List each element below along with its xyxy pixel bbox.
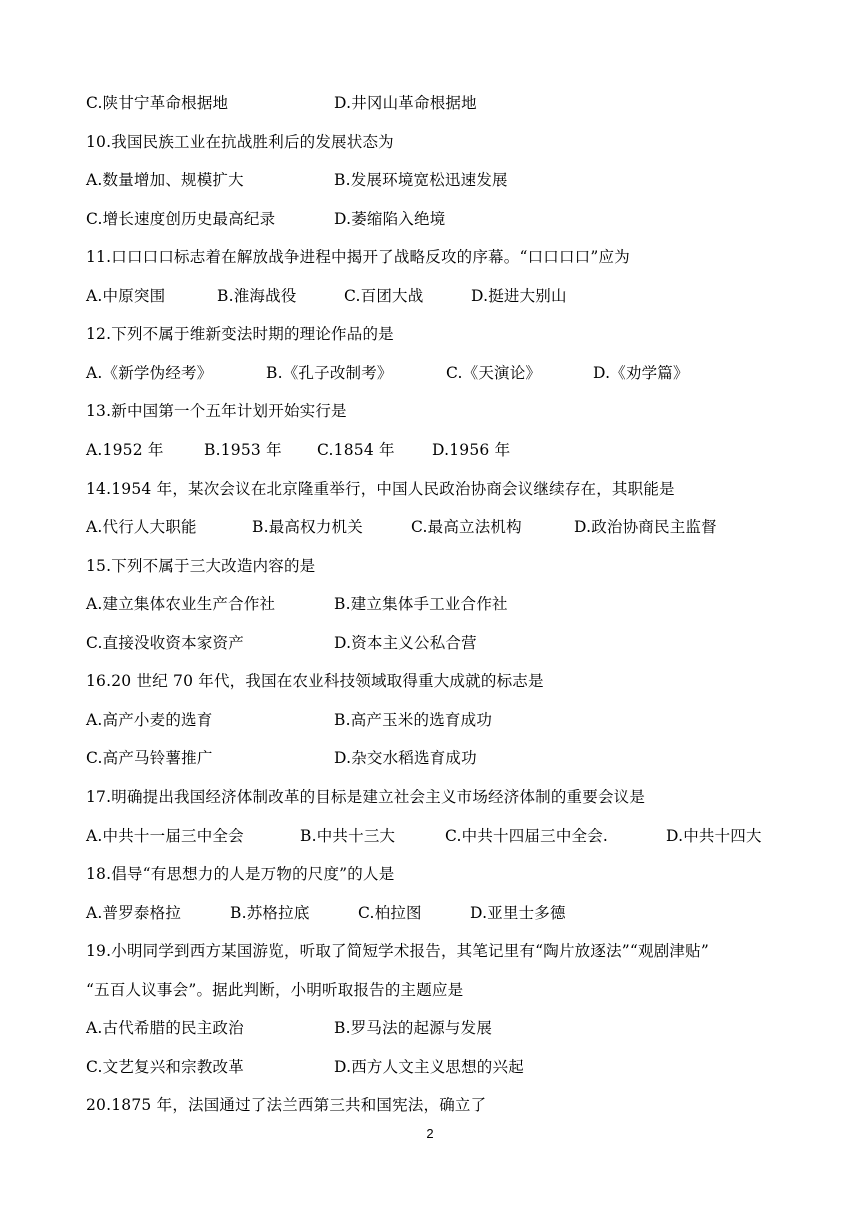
question-line: 14.1954 年，某次会议在北京隆重举行，中国人民政治协商会议继续存在，其职能是 xyxy=(86,480,675,498)
option-text: C.高产马铃薯推广 xyxy=(86,749,213,767)
option-text: B.最高权力机关 xyxy=(252,518,363,536)
question-line: 13.新中国第一个五年计划开始实行是 xyxy=(86,402,347,420)
question-line: 18.倡导“有思想力的人是万物的尺度”的人是 xyxy=(86,865,395,883)
option-text: D.中共十四大 xyxy=(666,827,762,845)
option-text: B.《孔子改制考》 xyxy=(266,364,393,382)
option-text: D.杂交水稻选育成功 xyxy=(334,749,477,767)
option-text: B.高产玉米的选育成功 xyxy=(334,711,493,729)
option-text: A.中原突围 xyxy=(86,287,166,305)
option-text: C.文艺复兴和宗教改革 xyxy=(86,1058,244,1076)
option-text: C.《天演论》 xyxy=(446,364,542,382)
page-number: 2 xyxy=(426,1126,434,1141)
question-line: 17.明确提出我国经济体制改革的目标是建立社会主义市场经济体制的重要会议是 xyxy=(86,788,646,806)
option-text: C.陕甘宁革命根据地 xyxy=(86,94,229,112)
option-text: D.《劝学篇》 xyxy=(593,364,689,382)
option-text: A.数量增加、规模扩大 xyxy=(86,171,244,189)
question-line: 19.小明同学到西方某国游览，听取了简短学术报告，其笔记里有“陶片放逐法”“观剧津贴” xyxy=(86,942,709,960)
question-line: 11.口口口口标志着在解放战争进程中揭开了战略反攻的序幕。“口口口口”应为 xyxy=(86,248,630,266)
option-text: A.代行人大职能 xyxy=(86,518,197,536)
option-text: A.《新学伪经考》 xyxy=(86,364,213,382)
option-text: A.古代希腊的民主政治 xyxy=(86,1019,244,1037)
option-text: C.中共十四届三中全会. xyxy=(445,827,609,845)
option-text: C.直接没收资本家资产 xyxy=(86,634,244,652)
option-text: B.1953 年 xyxy=(204,441,282,459)
option-text: C.柏拉图 xyxy=(358,904,422,922)
option-text: B.淮海战役 xyxy=(217,287,297,305)
option-text: D.资本主义公私合营 xyxy=(334,634,477,652)
option-text: A.高产小麦的选育 xyxy=(86,711,213,729)
option-text: B.建立集体手工业合作社 xyxy=(334,595,508,613)
option-text: B.中共十三大 xyxy=(300,827,396,845)
option-text: D.1956 年 xyxy=(432,441,511,459)
option-text: A.建立集体农业生产合作社 xyxy=(86,595,276,613)
option-text: D.政治协商民主监督 xyxy=(574,518,717,536)
option-text: C.百团大战 xyxy=(344,287,424,305)
option-text: C.增长速度创历史最高纪录 xyxy=(86,210,276,228)
option-text: D.亚里士多德 xyxy=(470,904,566,922)
option-text: A.中共十一届三中全会 xyxy=(86,827,244,845)
question-line: 10.我国民族工业在抗战胜利后的发展状态为 xyxy=(86,133,394,151)
option-text: C.最高立法机构 xyxy=(411,518,522,536)
option-text: D.西方人文主义思想的兴起 xyxy=(334,1058,524,1076)
question-line: “五百人议事会”。据此判断，小明听取报告的主题应是 xyxy=(86,981,464,999)
question-line: 16.20 世纪 70 年代，我国在农业科技领域取得重大成就的标志是 xyxy=(86,672,544,690)
option-text: D.萎缩陷入绝境 xyxy=(334,210,446,228)
option-text: B.苏格拉底 xyxy=(230,904,310,922)
question-line: 15.下列不属于三大改造内容的是 xyxy=(86,557,316,575)
question-line: 20.1875 年，法国通过了法兰西第三共和国宪法，确立了 xyxy=(86,1096,487,1114)
option-text: B.发展环境宽松迅速发展 xyxy=(334,171,508,189)
option-text: D.井冈山革命根据地 xyxy=(334,94,477,112)
option-text: A.1952 年 xyxy=(86,441,164,459)
option-text: B.罗马法的起源与发展 xyxy=(334,1019,493,1037)
option-text: A.普罗泰格拉 xyxy=(86,904,182,922)
option-text: D.挺进大别山 xyxy=(471,287,567,305)
option-text: C.1854 年 xyxy=(317,441,395,459)
question-line: 12.下列不属于维新变法时期的理论作品的是 xyxy=(86,325,394,343)
